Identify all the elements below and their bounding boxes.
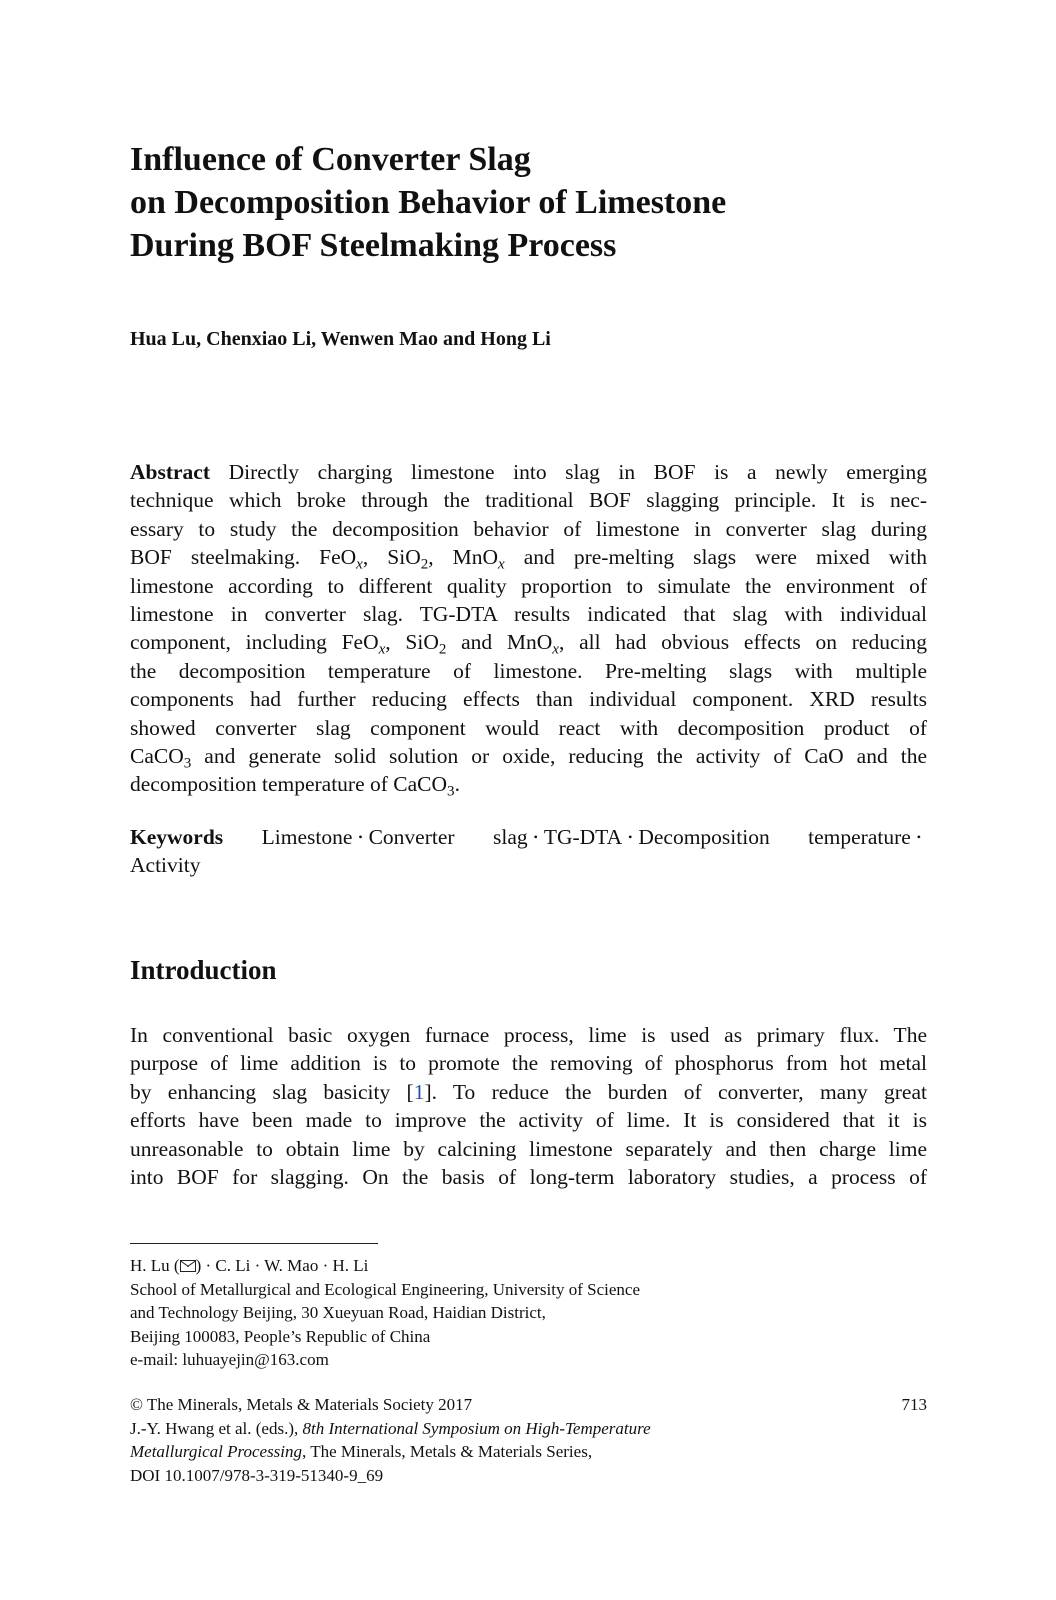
affiliation-text: ) · C. Li · W. Mao · H. Li: [195, 1256, 369, 1275]
abstract-line: the decomposition temperature of limestone. Pre-melting slags with multiple: [130, 658, 927, 683]
abstract-text: BOF steelmaking. FeO: [130, 545, 357, 570]
abstract-line: showed converter slag component would react with decomposition product of: [130, 715, 927, 740]
abstract-text: CaCO: [130, 744, 184, 769]
affiliation-line: and Technology Beijing, 30 Xueyuan Road, Haidian District,: [130, 1303, 546, 1322]
author-list: Hua Lu, Chenxiao Li, Wenwen Mao and Hong Li: [130, 328, 551, 350]
affiliation-line: Beijing 100083, People’s Republic of China: [130, 1326, 431, 1346]
intro-line: efforts have been made to improve the activity of lime. It is considered that it is: [130, 1108, 927, 1133]
pub-text: J.-Y. Hwang et al. (eds.),: [130, 1418, 303, 1438]
abstract-line: components had further reducing effects than individual component. XRD results: [130, 687, 927, 712]
intro-line: unreasonable to obtain lime by calcining limestone separately and then charge lime: [130, 1136, 927, 1161]
abstract-line: [130, 543, 927, 571]
intro-line: into BOF for slagging. On the basis of long-term laboratory studies, a process of: [130, 1165, 927, 1190]
keywords-line: [130, 823, 927, 851]
keyword: Activity: [130, 853, 201, 878]
abstract-line: essary to study the decomposition behavior of limestone in converter slag during: [130, 516, 927, 541]
email-line: e-mail: luhuayejin@163.com: [130, 1350, 329, 1369]
subscript: 3: [183, 755, 192, 772]
subscript: 3: [447, 783, 455, 800]
citation-link[interactable]: 1: [413, 1079, 425, 1104]
subscript: x: [378, 641, 386, 658]
editors-line: [130, 1417, 830, 1441]
abstract-text: and MnO: [446, 630, 553, 655]
affiliation-text: H. Lu (: [130, 1256, 180, 1275]
abstract-text: and generate solid solution or oxide, reducing the activity of CaO and the: [191, 744, 927, 769]
affiliation-line: [130, 1254, 830, 1278]
author-affiliation: [130, 1254, 830, 1372]
affiliation-line: School of Metallurgical and Ecological Engineering, University of Science: [130, 1279, 641, 1299]
abstract-line: limestone according to different quality proportion to simulate the environment of: [130, 573, 927, 598]
intro-line: purpose of lime addition is to promote the removing of phosphorus from hot metal: [130, 1051, 927, 1076]
abstract-line: limestone in converter slag. TG-DTA results indicated that slag with individual: [130, 602, 927, 627]
subscript: x: [552, 641, 559, 658]
abstract-text: and pre-melting slags were mixed with: [504, 545, 927, 570]
section-heading-introduction: Introduction: [130, 955, 277, 985]
title-line: Influence of Converter Slag: [130, 141, 531, 178]
keyword-separator: •: [358, 830, 363, 844]
abstract-line: [130, 628, 927, 656]
abstract-text: Directly charging limestone into slag in BOF is a newly emerging: [228, 460, 928, 484]
page-number: 713: [901, 1395, 927, 1414]
abstract: [130, 458, 927, 799]
abstract-label: Abstract: [130, 460, 211, 484]
paper-title: [130, 138, 930, 267]
keyword-separator: •: [628, 830, 633, 844]
keyword-separator: •: [916, 830, 921, 844]
abstract-text: , MnO: [428, 545, 499, 570]
introduction-body: [130, 1021, 927, 1191]
doi-line: DOI 10.1007/978-3-319-51340-9_69: [130, 1465, 384, 1485]
keywords-line: [130, 851, 927, 879]
intro-text: ]. To reduce the burden of converter, many great: [424, 1079, 927, 1104]
copyright-line: © The Minerals, Metals & Materials Society 2017: [130, 1395, 473, 1414]
abstract-line: [130, 742, 927, 770]
keyword-separator: •: [533, 830, 538, 844]
abstract-text: component, including FeO: [130, 630, 379, 655]
abstract-text: decomposition temperature of CaCO: [130, 772, 448, 797]
series-line: [130, 1440, 830, 1464]
intro-text: by enhancing slag basicity [: [130, 1079, 414, 1104]
subscript: x: [498, 556, 505, 573]
subscript: 2: [438, 641, 447, 658]
keyword: Limestone: [261, 825, 353, 849]
title-line: on Decomposition Behavior of Limestone: [130, 184, 727, 221]
abstract-text: , all had obvious effects on reducing: [558, 630, 927, 655]
title-line: During BOF Steelmaking Process: [130, 227, 617, 264]
abstract-line: [130, 770, 927, 798]
abstract-text: .: [454, 772, 460, 797]
pub-text: , The Minerals, Metals & Materials Series,: [302, 1442, 593, 1461]
intro-line: In conventional basic oxygen furnace process, lime is used as primary flux. The: [130, 1023, 927, 1047]
abstract-text: , SiO: [362, 545, 421, 570]
subscript: x: [356, 556, 363, 573]
keywords-label: Keywords: [130, 825, 224, 849]
proceedings-title: Metallurgical Processing: [130, 1442, 303, 1461]
envelope-icon: [180, 1260, 196, 1272]
keyword: Decomposition temperature: [638, 825, 911, 849]
subscript: 2: [420, 556, 429, 573]
abstract-line: technique which broke through the traditional BOF slagging principle. It is nec-: [130, 488, 927, 513]
abstract-line: [130, 458, 927, 486]
publication-info: [130, 1393, 830, 1487]
keyword: Converter slag: [368, 825, 528, 849]
keyword: TG-DTA: [543, 825, 623, 849]
proceedings-title: 8th International Symposium on High-Temperature: [302, 1418, 651, 1438]
intro-line: [130, 1078, 927, 1106]
footnote-divider: [130, 1243, 378, 1244]
keywords: [130, 823, 927, 880]
abstract-text: , SiO: [385, 630, 439, 655]
